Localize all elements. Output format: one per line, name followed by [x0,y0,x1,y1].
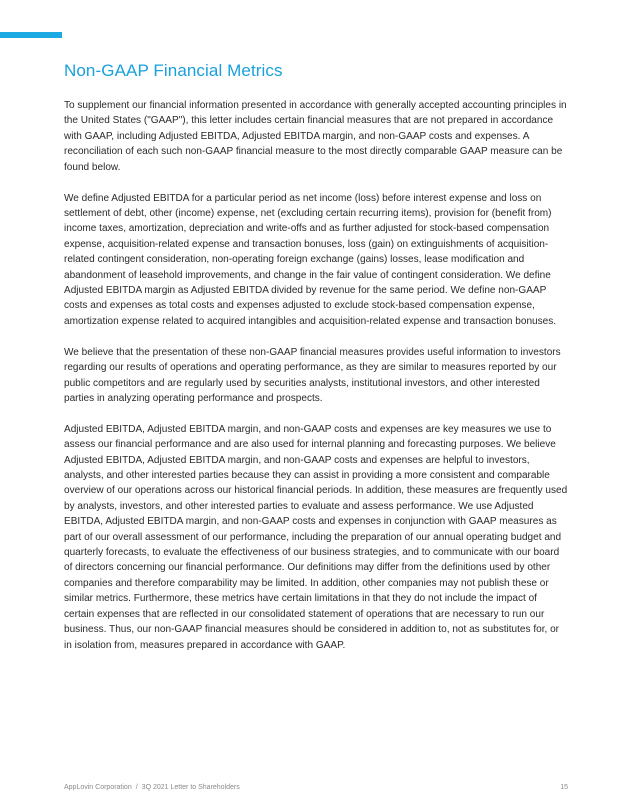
footer-separator: / [135,784,138,791]
body-text [64,98,568,668]
page-number: 15 [560,784,568,791]
footer-source [64,784,240,791]
footer-company: AppLovin Corporation [64,784,132,791]
page-footer [64,784,568,791]
footer-document: 3Q 2021 Letter to Shareholders [141,784,240,791]
paragraph-usefulness: We believe that the presentation of these non-GAAP financial measures provides useful information to investors regarding our results of operations and operating performance, as they are similar to measures reported by our public competitors and are regularly used by securities analysts, institutional investors, and other interested parties in analyzing operating performance and prospects. [64,346,561,404]
paragraph-intro: To supplement our financial information presented in accordance with generally accepted accounting principles in the United States ("GAAP"), this letter includes certain financial measures that are not prepared in accordance with GAAP, including Adjusted EBITDA, Adjusted EBITDA margin, and non-GAAP costs and expenses. A reconciliation of each such non-GAAP financial measure to the most directly comparable GAAP measure can be found below. [64,100,567,173]
paragraph-key-measures: Adjusted EBITDA, Adjusted EBITDA margin, and non-GAAP costs and expenses are key measures we use to assess our financial performance and are also used for internal planning and forecasting purposes. We believe Adjusted EBITDA, Adjusted EBITDA margin, and non-GAAP costs and expenses are helpful to investors, analysts, and other interested parties because they can assist in providing a more consistent and comparable overview of our operations across our historical financial periods. In addition, these measures are frequently used by analysts, investors, and other interested parties to evaluate and assess performance. We use Adjusted EBITDA, Adjusted EBITDA margin, and non-GAAP costs and expenses in conjunction with GAAP measures as part of our overall assessment of our performance, including the preparation of our annual operating budget and quarterly forecasts, to evaluate the effectiveness of our business strategies, and to communicate with our board of directors concerning our financial performance. Our definitions may differ from the definitions used by other companies and therefore comparability may be limited. In addition, other companies may not publish these or similar metrics. Furthermore, these metrics have certain limitations in that they do not include the impact of certain expenses that are reflected in our consolidated statement of operations that are necessary to run our business. Thus, our non-GAAP financial measures should be considered in addition to, not as substitutes for, or in isolation from, measures prepared in accordance with GAAP. [64,423,568,651]
accent-bar [0,32,62,38]
paragraph-definitions: We define Adjusted EBITDA for a particular period as net income (loss) before interest expense and loss on settlement of debt, other (income) expense, net (excluding certain recurring items), provision for (benefit from) income taxes, amortization, depreciation and write-offs and as further adjusted for stock-based compensation expense, acquisition-related expense and transaction bonuses, loss (gain) on extinguishments of acquisition-related contingent consideration, non-operating foreign exchange (gains) losses, lease modification and abandonment of leasehold improvements, and change in the fair value of contingent consideration. We define Adjusted EBITDA margin as Adjusted EBITDA divided by revenue for the same period. We define non-GAAP costs and expenses as total costs and expenses adjusted to exclude stock-based compensation expense, amortization expense related to acquired intangibles and acquisition-related expense and transaction bonuses. [64,192,557,327]
page-title: Non-GAAP Financial Metrics [64,61,283,80]
